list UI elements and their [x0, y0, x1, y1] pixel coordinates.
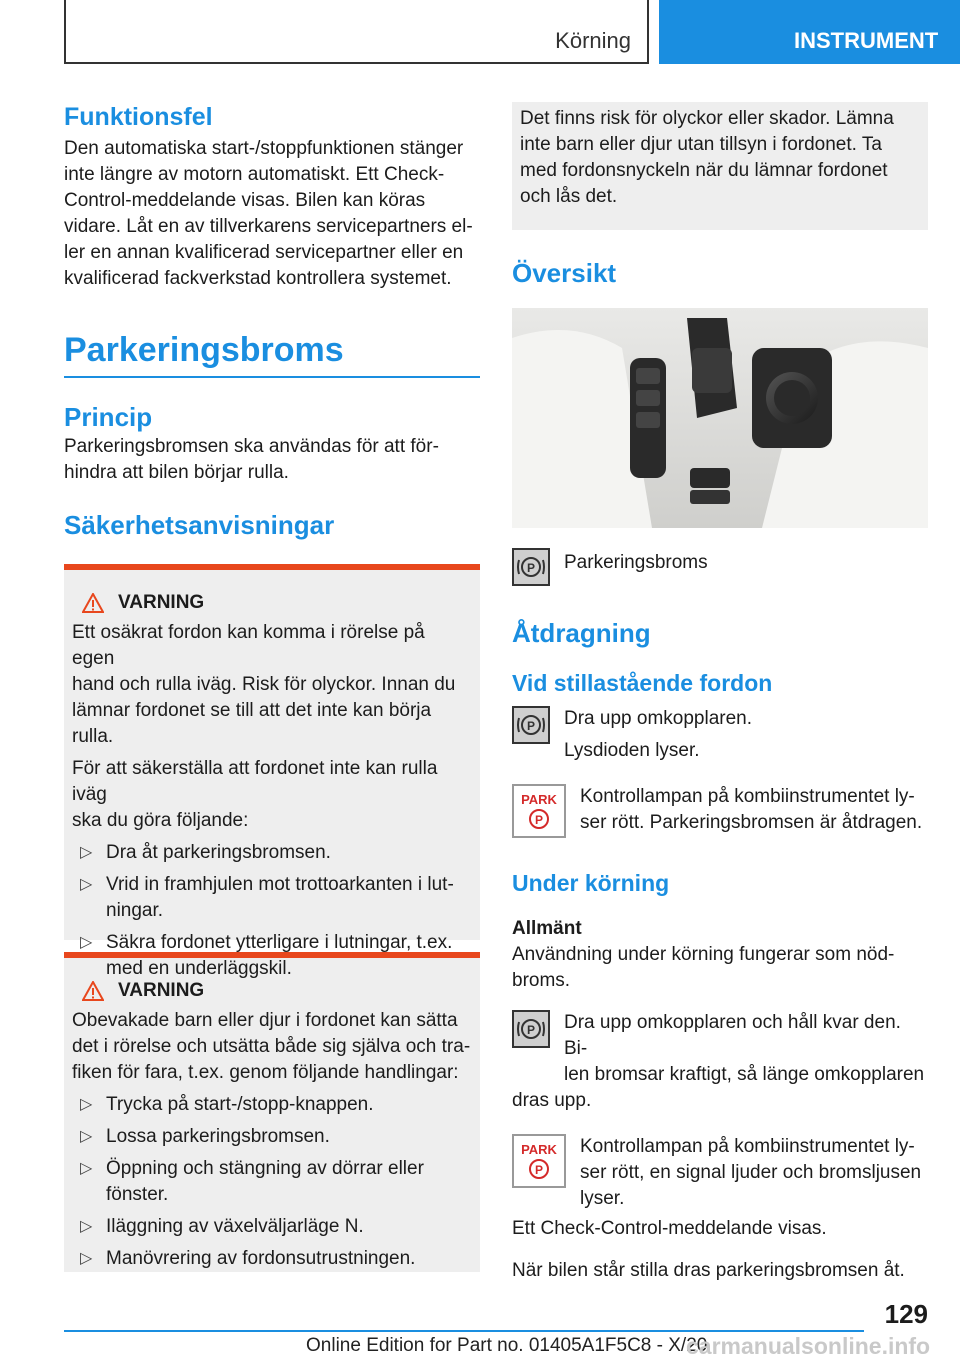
oversikt-heading: Översikt: [512, 258, 617, 288]
atdragning-heading: Åtdragning: [512, 618, 651, 648]
body-line: Dra upp omkopplaren.: [564, 708, 752, 729]
list-item-text: Vrid in framhjulen mot trottoarkanten i lut- ningar.: [106, 874, 454, 921]
list-item-text: Manövrering av fordonsutrustningen.: [106, 1248, 416, 1269]
body-line: Dra upp omkopplaren och håll kvar den. Bi-: [564, 1012, 901, 1059]
parking-brake-switch-icon: [512, 706, 550, 744]
svg-text:P: P: [526, 1023, 536, 1037]
park-text-1: [580, 784, 922, 836]
list-item: [72, 1214, 472, 1240]
body-line: ser rött, en signal ljuder och bromsljusen: [580, 1162, 922, 1183]
bullet-triangle-icon: ▷: [80, 934, 93, 951]
list-item: [72, 1124, 472, 1150]
bullet-triangle-icon: ▷: [80, 1218, 93, 1235]
under-heading: Under körning: [512, 870, 670, 896]
allmant-heading: Allmänt: [512, 918, 582, 939]
list-item-text: Dra åt parkeringsbromsen.: [106, 842, 331, 863]
body-line: hindra att bilen börjar rulla.: [64, 462, 289, 483]
page-number: 129: [884, 1299, 928, 1329]
warning-triangle-icon: [82, 593, 104, 613]
warning-label: VARNING: [118, 592, 205, 613]
header-section-box: [64, 0, 649, 64]
footer-divider: [64, 1330, 864, 1332]
park-lamp-label: PARK: [521, 792, 557, 807]
header-section-title: Körning: [555, 28, 631, 53]
pull-text: [564, 1010, 928, 1088]
bullet-triangle-icon: ▷: [80, 1160, 93, 1177]
list-item-text: Lossa parkeringsbromsen.: [106, 1126, 330, 1147]
body-line: ler en annan kvalificerad servicepartner eller en: [64, 242, 464, 263]
warning-title-2: [72, 980, 472, 1002]
list-item: [72, 1156, 472, 1208]
warning-box-2: [64, 952, 480, 1272]
list-item: [72, 872, 472, 924]
bullet-triangle-icon: ▷: [80, 876, 93, 893]
body-line: inte längre av motorn automatiskt. Ett Check-: [64, 164, 445, 185]
header-chapter-tab: INSTRUMENT: [659, 0, 960, 64]
list-item-text: Öppning och stängning av dörrar eller fönster.: [106, 1158, 424, 1205]
warning-line: Ett osäkrat fordon kan komma i rörelse på egen: [72, 622, 425, 669]
list-item-text: Säkra fordonet ytterligare i lutningar, t.ex. med en underläggskil.: [106, 932, 453, 979]
body-line: Användning under körning fungerar som nöd-: [512, 944, 895, 965]
warning-title-1: [72, 592, 472, 614]
body-line: kvalificerad fackverkstad kontrollera systemet.: [64, 268, 452, 289]
warning-line: Obevakade barn eller djur i fordonet kan sätta: [72, 1010, 458, 1031]
note-box: [512, 102, 928, 230]
warning-label: VARNING: [118, 980, 205, 1001]
heading-divider: [64, 376, 480, 378]
park-lamp-label: PARK: [521, 1142, 557, 1157]
warning-bullet-list-2: [72, 1092, 472, 1272]
park-text-2: [580, 1134, 921, 1212]
svg-text:P: P: [526, 719, 536, 733]
body-line: Control-meddelande visas. Bilen kan köras: [64, 190, 426, 211]
photo-legend: [512, 548, 928, 586]
body-line: lyser.: [580, 1188, 625, 1209]
stilla-instruction: [512, 706, 928, 764]
parking-brake-switch-icon: [512, 1010, 550, 1048]
body-line: Parkeringsbromsen ska användas för att för-: [64, 436, 439, 457]
svg-text:P: P: [526, 561, 536, 575]
body-line: Kontrollampan på kombiinstrumentet ly-: [580, 1136, 915, 1157]
list-item-text: Trycka på start-/stopp-knappen.: [106, 1094, 374, 1115]
parkeringsbroms-heading: Parkeringsbroms: [64, 331, 344, 369]
warning-line: För att säkerställa att fordonet inte kan rulla iväg: [72, 758, 438, 805]
warning-line: rulla.: [72, 726, 114, 747]
body-line: Ett Check-Control-meddelande visas.: [512, 1218, 827, 1239]
warning-box-1: [64, 564, 480, 979]
park-warning-lamp-icon: [512, 784, 566, 838]
funktionsfel-body: [64, 136, 480, 292]
warning-line: hand och rulla iväg. Risk för olyckor. Innan du: [72, 674, 456, 695]
note-line: med fordonsnyckeln när du lämnar fordonet: [520, 160, 888, 181]
body-line: ser rött. Parkeringsbromsen är åtdragen.: [580, 812, 923, 833]
svg-text:P: P: [534, 1163, 544, 1177]
park-lamp-info-1: [512, 784, 928, 838]
body-line: dras upp.: [512, 1090, 592, 1111]
warning-line: ska du göra följande:: [72, 810, 249, 831]
warning-line: fiken för fara, t.ex. genom följande handlingar:: [72, 1062, 459, 1083]
svg-text:P: P: [534, 813, 544, 827]
list-item: [72, 1246, 472, 1272]
warning-bullet-list-1: [72, 840, 472, 982]
note-line: Det finns risk för olyckor eller skador. Lämna: [520, 108, 894, 129]
park-warning-lamp-icon: [512, 1134, 566, 1188]
list-item: [72, 930, 472, 982]
pull-instruction: [512, 1010, 928, 1088]
body-line: vidare. Låt en av tillverkarens servicepartners el-: [64, 216, 473, 237]
right-column: [512, 100, 928, 1284]
body-line: Kontrollampan på kombiinstrumentet ly-: [580, 786, 915, 807]
body-line: Lysdioden lyser.: [564, 740, 700, 761]
bullet-triangle-icon: ▷: [80, 1096, 93, 1113]
body-line: broms.: [512, 970, 571, 991]
warning-triangle-icon: [82, 981, 104, 1001]
parking-brake-switch-icon: [512, 548, 550, 586]
center-console-photo: [512, 308, 928, 528]
watermark: carmanualsonline.info: [686, 1333, 931, 1359]
list-item: [72, 1092, 472, 1118]
stilla-text: [564, 706, 752, 764]
note-line: inte barn eller djur utan tillsyn i fordonet. Ta: [520, 134, 882, 155]
bullet-triangle-icon: ▷: [80, 1250, 93, 1267]
park-lamp-info-2: [512, 1134, 928, 1212]
bullet-triangle-icon: ▷: [80, 1128, 93, 1145]
sakerhet-heading: Säkerhetsanvisningar: [64, 510, 335, 540]
list-item: [72, 840, 472, 866]
list-item-text: Iläggning av växelväljarläge N.: [106, 1216, 364, 1237]
photo-caption: Parkeringsbroms: [564, 552, 708, 573]
warning-line: det i rörelse och utsätta både sig själva och tra-: [72, 1036, 471, 1057]
bullet-triangle-icon: ▷: [80, 844, 93, 861]
funktionsfel-heading: Funktionsfel: [64, 103, 213, 131]
warning-line: lämnar fordonet se till att det inte kan börja: [72, 700, 432, 721]
body-line: När bilen står stilla dras parkeringsbromsen åt.: [512, 1260, 905, 1281]
note-line: och lås det.: [520, 186, 618, 207]
left-column: [64, 100, 480, 1272]
stilla-heading: Vid stillastående fordon: [512, 670, 773, 696]
footer-edition: Online Edition for Part no. 01405A1F5C8 - X/20: [306, 1335, 708, 1356]
body-line: Den automatiska start-/stoppfunktionen stänger: [64, 138, 464, 159]
princip-heading: Princip: [64, 402, 153, 432]
body-line: len bromsar kraftigt, så länge omkopplaren: [564, 1064, 925, 1085]
